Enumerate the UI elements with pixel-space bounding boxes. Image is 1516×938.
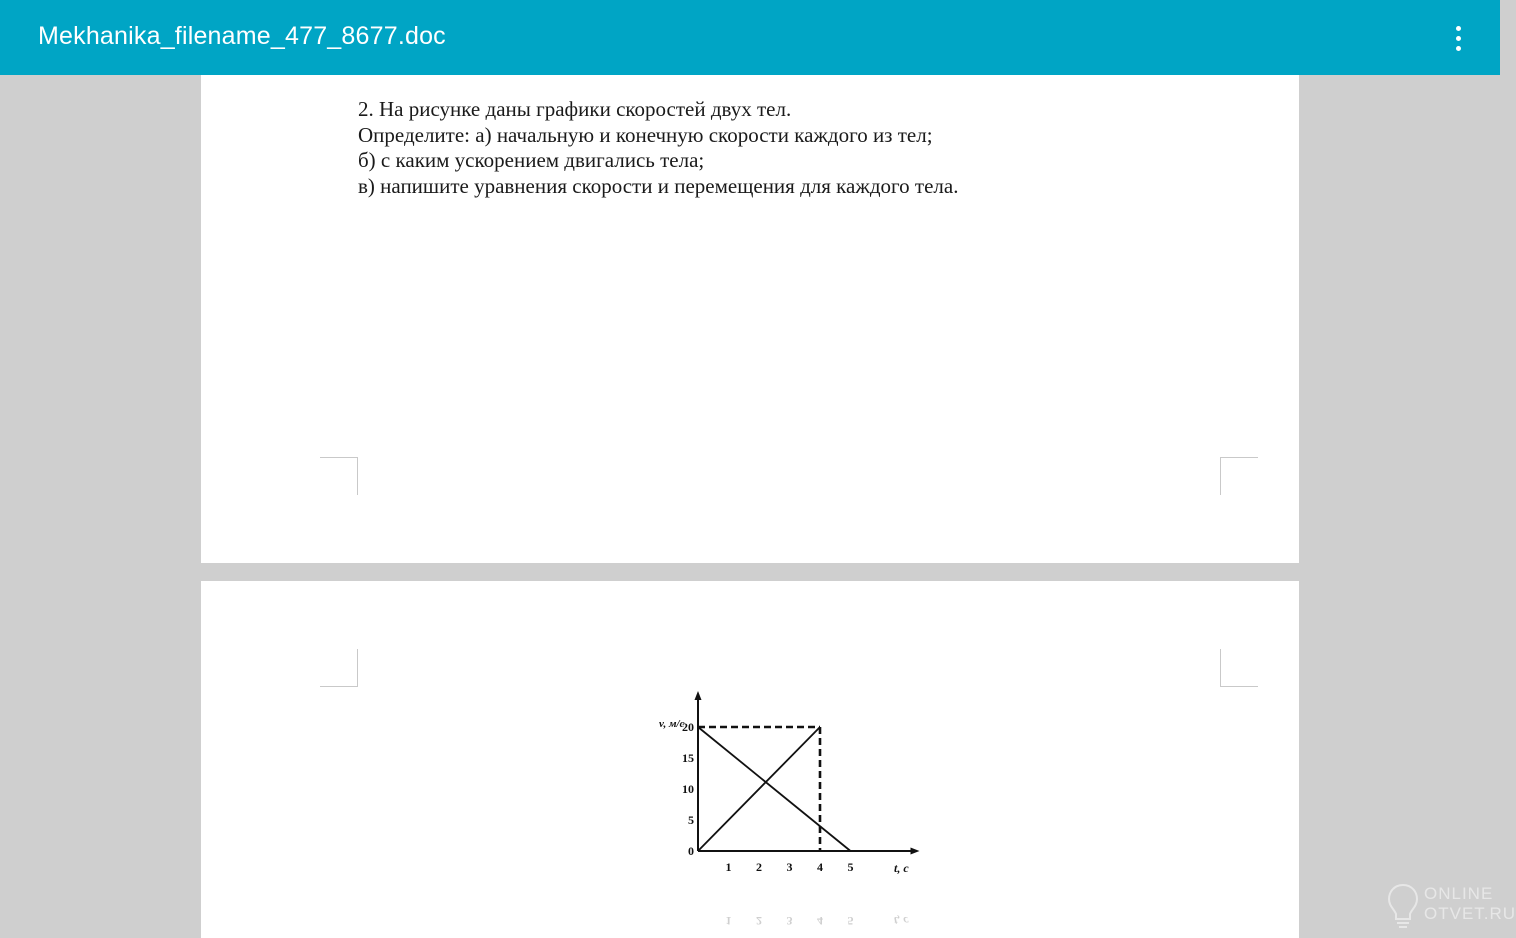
x-tick-label: 5	[847, 860, 854, 874]
x-tick-label: 1	[725, 860, 732, 874]
watermark-line: ONLINE	[1424, 884, 1494, 903]
reflected-tick-label: 1	[725, 914, 732, 928]
page-corner-mark	[1220, 649, 1258, 687]
reflected-tick-label: 3	[786, 914, 793, 928]
series-line	[698, 727, 820, 851]
chart-series	[698, 727, 851, 851]
task-line: в) напишите уравнения скорости и перемещения для каждого тела.	[358, 173, 959, 198]
x-tick-label: 3	[786, 860, 793, 874]
y-axis-label: v, м/с	[659, 718, 685, 730]
x-axis-arrow	[911, 848, 920, 855]
app-bar	[0, 0, 1500, 75]
x-tick-label: 2	[756, 860, 762, 874]
more-options-button[interactable]	[1440, 18, 1476, 58]
watermark	[1386, 880, 1516, 932]
y-tick-label: 0	[688, 844, 694, 858]
y-tick-label: 15	[682, 751, 694, 765]
lightbulb-icon	[1386, 882, 1420, 930]
page-corner-mark	[320, 649, 358, 687]
watermark-line: OTVET.RU	[1424, 904, 1516, 923]
task-line: Определите: а) начальную и конечную скорости каждого из тел;	[358, 122, 933, 147]
x-tick-label: 4	[817, 860, 823, 874]
reflected-tick-label: 2	[756, 914, 762, 928]
velocity-graph-svg	[653, 691, 933, 938]
more-vert-icon	[1456, 26, 1461, 31]
task-line: 2. На рисунке даны графики скоростей двух тел.	[358, 97, 792, 121]
task-text	[358, 97, 958, 199]
y-axis-arrow	[695, 691, 702, 700]
series-line	[698, 727, 851, 851]
reflected-tick-label: 4	[817, 914, 823, 928]
document-page-2	[201, 581, 1299, 938]
document-page-1	[201, 75, 1299, 563]
y-tick-label: 10	[682, 782, 694, 796]
x-axis-label: t, c	[894, 861, 909, 875]
chart-axes	[695, 691, 920, 855]
reflected-axis-label: t, c	[894, 914, 909, 928]
watermark-text	[1424, 884, 1516, 924]
page-corner-mark	[320, 457, 358, 495]
page-corner-mark	[1220, 457, 1258, 495]
reflected-tick-label: 5	[847, 914, 854, 928]
y-tick-label: 20	[682, 720, 694, 734]
task-line: б) с каким ускорением двигались тела;	[358, 148, 705, 173]
velocity-graph	[653, 691, 933, 938]
y-tick-label: 5	[688, 813, 694, 827]
document-title: Mekhanika_filename_477_8677.doc	[38, 22, 446, 50]
chart-reflection	[726, 914, 910, 928]
